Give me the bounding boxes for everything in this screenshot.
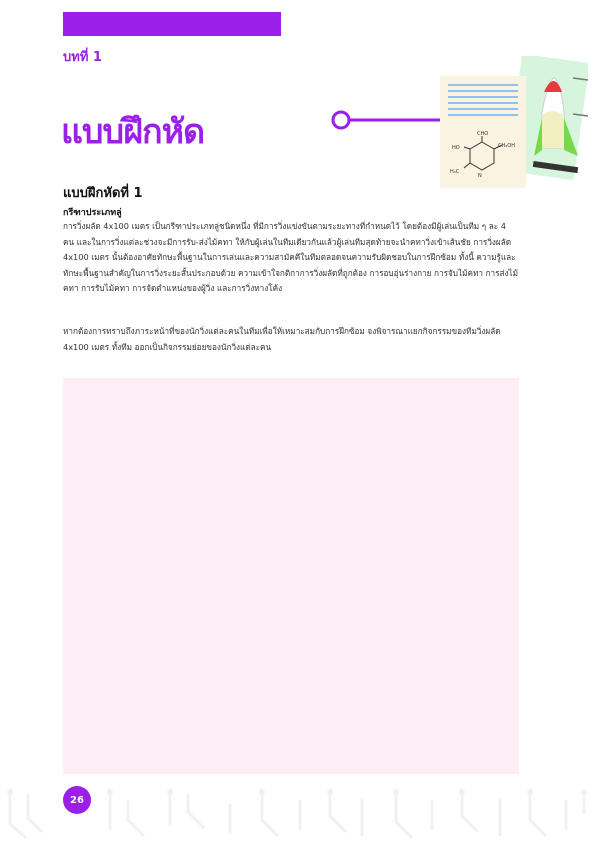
page-title: แบบฝึกหัด [61,112,205,152]
exercise-title: แบบฝึกหัดที่ 1 [63,186,143,201]
circuit-pattern-decoration [0,780,595,842]
page-number: 26 [63,786,91,814]
n-label: N [478,173,482,179]
answer-area[interactable] [63,378,519,774]
molecule-card [440,76,526,188]
title-connector-line [330,110,445,130]
chapter-label: บทที่ 1 [63,50,102,65]
h3c-label: H₃C [450,169,460,175]
instruction-paragraph: หากต้องการทราบถึงภาระหน้าที่ของนักวิ่งแต่ละคนในทีมเพื่อให้เหมาะสมกับการฝึกซ้อม จงพิจารณาแยกกิจกรรมของทีมวิ่งผลัด 4x100 เมตร ทั้งทีม ออกเป็นกิจกรรมย่อยของนักวิ่งแต่ละคน [63,326,501,352]
intro-paragraph: การวิ่งผลัด 4x100 เมตร เป็นกรีฑาประเภทลู่ชนิดหนึ่ง ที่มีการวิ่งแข่งขันตามระยะทางที่กำหนดไว้ โดยต้องมีผู้เล่นเป็นทีม ๆ ละ 4 คน และในการวิ่งแต่ละช่วงจะมีการรับ-ส่งไม้คทา ให้กับผู้เล่นในทีมเดียวกันแล้วผู้เล่นทีมสุดท้ายจะนำคทาวิ่งเข้าเส้นชัย การวิ่งผลัด 4x100 เมตร นั้นต้องอาศัยทักษะพื้นฐานในการเล่นและความสามัคคีในทีมตลอดจนความรับผิดชอบในการฝึกซ้อม ทั้งนี้ ความรู้และทักษะพื้นฐานสำคัญในการวิ่งระยะสั้นประกอบด้วย ความเข้าใจกติกาการวิ่งผลัดที่ถูกต้อง การอบอุ่นร่างกาย การจับไม้คทา การส่งไม้คทา การรับไม้คทา การจัดตำแหน่งของผู้วิ่ง และการวิ่งทางโค้ง [63,221,519,293]
ch2oh-label: CH₂OH [498,143,515,149]
chemistry-illustration [438,56,588,191]
cho-label: CHO [477,131,489,137]
section-label: กรีฑาประเภทลู่ [63,208,122,218]
header-accent-bar [63,12,281,36]
ho-label: HO [452,145,460,151]
